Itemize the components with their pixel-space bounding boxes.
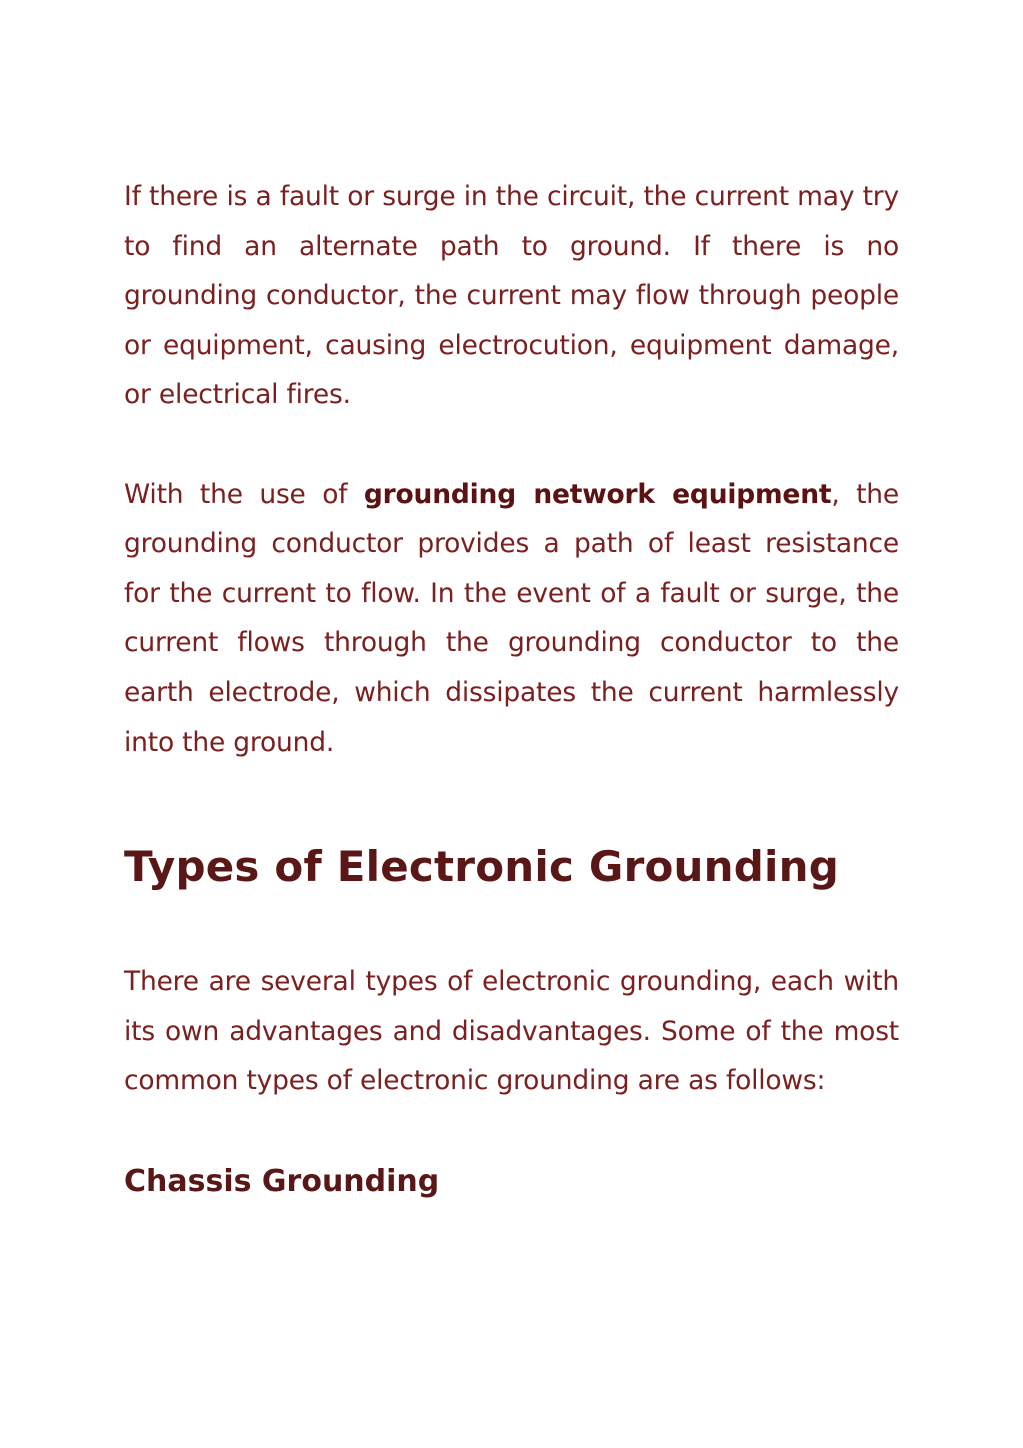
paragraph-fault-surge: If there is a fault or surge in the circuit, the current may try to find an alternate path to ground. If there is no grounding conductor, the current may flow through people or equipment, causing electrocution, equipment damage, or electrical fires.: [124, 181, 899, 411]
heading-types-of-electronic-grounding: Types of Electronic Grounding: [124, 842, 839, 892]
paragraph-text-end: , the grounding conductor provides a path of least resistance for the current to flow. In the event of a fault or surge, the current flows through the grounding conductor to the earth electrode, which dissipates the current harmlessly into the ground.: [124, 478, 900, 758]
paragraph-grounding-network: [124, 470, 899, 768]
paragraph-text-start: With the use of: [124, 478, 364, 510]
subheading-chassis-grounding: Chassis Grounding: [124, 1163, 440, 1199]
paragraph-types-intro: There are several types of electronic grounding, each with its own advantages and disadvantages. Some of the most common types of electronic grounding are as follows:: [124, 966, 899, 1097]
document-page: [124, 172, 899, 1202]
grounding-network-equipment-link[interactable]: grounding network equipment: [363, 478, 832, 510]
